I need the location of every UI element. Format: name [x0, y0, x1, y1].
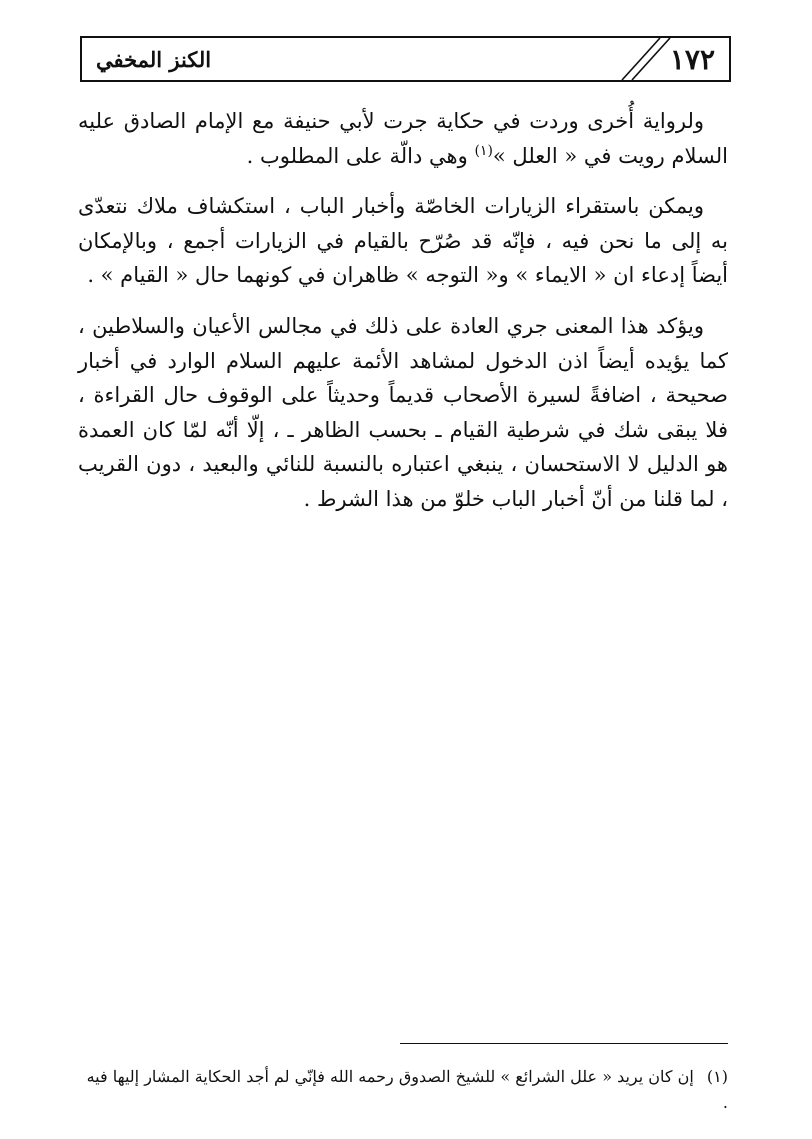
page-number: ١٧٢: [669, 43, 715, 76]
footnote-marker: (١): [706, 1067, 728, 1086]
body-text: [78, 104, 728, 533]
page-header: [80, 36, 731, 82]
paragraph-3: ويؤكد هذا المعنى جري العادة على ذلك في مجالس الأعيان والسلاطين ، كما يؤيده أيضاً اذن الدخول لمشاهد الأئمة عليهم السلام الوارد في أخبار صحيحة ، اضافةً لسيرة الأصحاب قديماً وحديثاً على الوقوف حال القراءة ، فلا يبقى شك في شرطية القيام ـ بحسب الظاهر ـ ، إلّا أنّه لمّا كان العمدة هو الدليل لا الاستحسان ، ينبغي اعتباره بالنسبة للنائي والبعيد ، دون القريب ، لما قلنا من أنّ أخبار الباب خلوّ من هذا الشرط .: [78, 313, 728, 511]
footnote-reference: (١): [474, 142, 493, 159]
footnote: [78, 1064, 728, 1116]
paragraph-1: [78, 104, 728, 173]
footnote-text: إن كان يريد « علل الشرائع » للشيخ الصدوق رحمه الله فإنّي لم أجد الحكاية المشار إليها فيه .: [86, 1067, 728, 1112]
paragraph-1-text-after-note: وهي دالّة على المطلوب .: [246, 143, 475, 168]
running-title: الكنز المخفي: [96, 47, 212, 72]
footnote-separator: [400, 1043, 728, 1044]
paragraph-2: ويمكن باستقراء الزيارات الخاصّة وأخبار الباب ، استكشاف ملاك نتعدّى به إلى ما نحن فيه ، فإنّه قد صُرّح بالقيام في الزيارات أجمع ، وبالإمكان أيضاً إدعاء ان « الايماء » و« التوجه » ظاهران في كونهما حال « القيام » .: [78, 194, 728, 288]
paragraph-1-text-before-note: ولرواية أُخرى وردت في حكاية جرت لأبي حنيفة مع الإمام الصادق عليه السلام رويت في « العلل »: [78, 109, 728, 168]
